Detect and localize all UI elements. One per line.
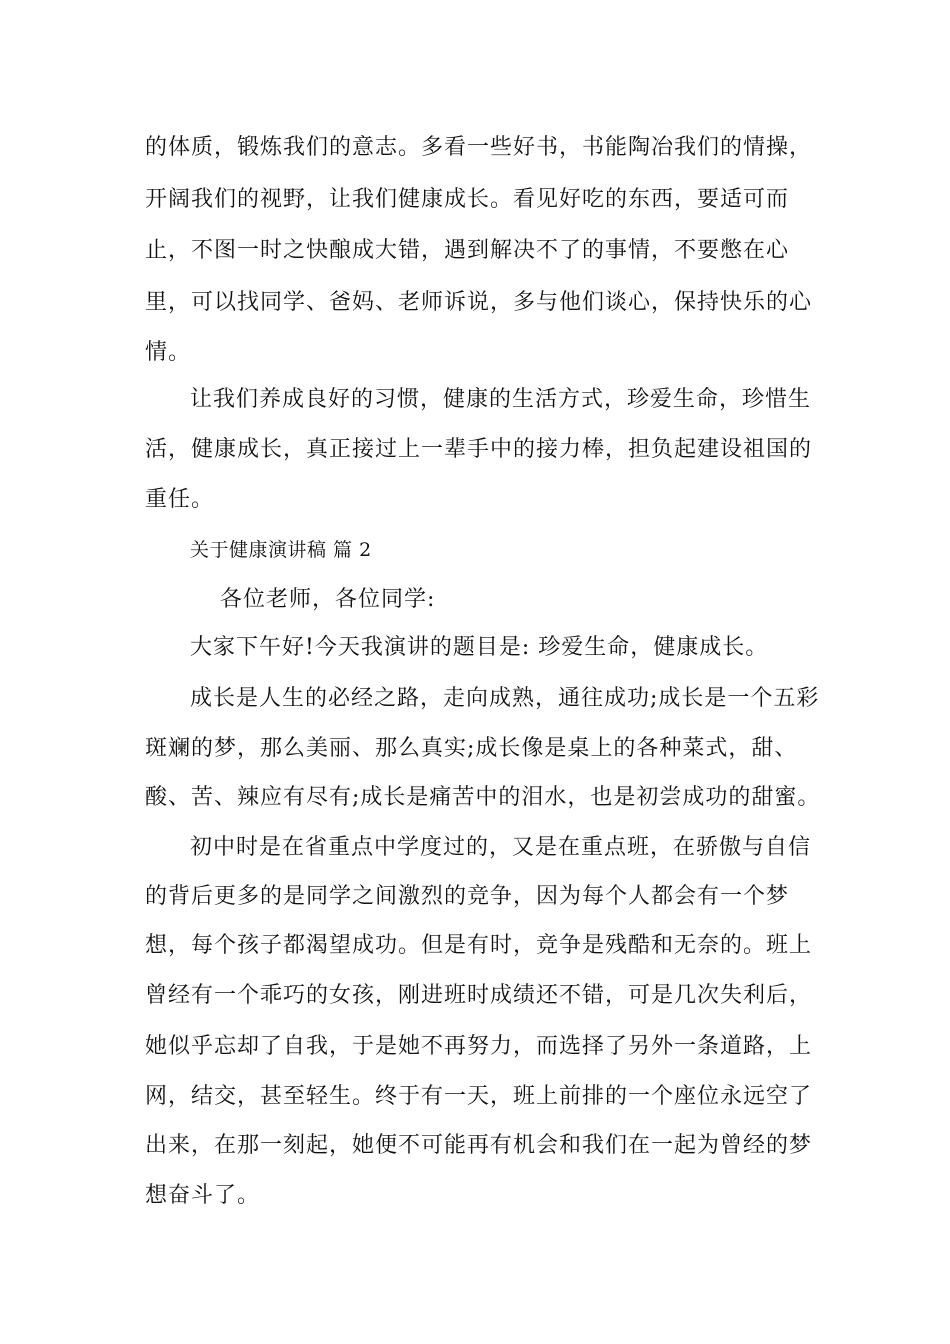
paragraph-line: 曾经有一个乖巧的女孩，刚进班时成绩还不错，可是几次失利后， — [145, 983, 813, 1008]
section-heading: 关于健康演讲稿 篇 2 — [190, 539, 372, 561]
paragraph-line: 她似乎忘却了自我，于是她不再努力，而选择了另外一条道路，上 — [145, 1034, 813, 1059]
paragraph-line: 里，可以找同学、爸妈、老师诉说，多与他们谈心，保持快乐的心 — [145, 290, 813, 315]
salutation-line: 各位老师，各位同学: — [220, 587, 436, 612]
paragraph-line: 成长是人生的必经之路，走向成熟，通往成功;成长是一个五彩 — [190, 686, 820, 711]
paragraph-line: 斑斓的梦，那么美丽、那么真实;成长像是桌上的各种菜式，甜、 — [145, 736, 798, 761]
paragraph-line: 止，不图一时之快酿成大错，遇到解决不了的事情，不要憋在心 — [145, 238, 790, 263]
paragraph-line: 的背后更多的是同学之间激烈的竞争，因为每个人都会有一个梦 — [145, 884, 790, 909]
paragraph-line: 初中时是在省重点中学度过的，又是在重点班，在骄傲与自信 — [190, 835, 812, 860]
paragraph-line: 想，每个孩子都渴望成功。但是有时，竞争是残酷和无奈的。班上 — [145, 933, 813, 958]
paragraph-line: 让我们养成良好的习惯，健康的生活方式，珍爱生命，珍惜生 — [190, 387, 812, 412]
paragraph-line: 网，结交，甚至轻生。终于有一天，班上前排的一个座位永远空了 — [145, 1084, 813, 1109]
paragraph-line: 大家下午好!今天我演讲的题目是: 珍爱生命，健康成长。 — [190, 635, 769, 660]
paragraph-line: 开阔我们的视野，让我们健康成长。看见好吃的东西，要适可而 — [145, 187, 790, 212]
paragraph-line: 出来，在那一刻起，她便不可能再有机会和我们在一起为曾经的梦 — [145, 1133, 813, 1158]
paragraph-line: 想奋斗了。 — [145, 1183, 261, 1208]
paragraph-line: 的体质，锻炼我们的意志。多看一些好书，书能陶冶我们的情操， — [145, 135, 813, 160]
paragraph-line: 情。 — [145, 340, 192, 365]
paragraph-line: 酸、苦、辣应有尽有;成长是痛苦中的泪水，也是初尝成功的甜蜜。 — [145, 785, 821, 810]
paragraph-line: 重任。 — [145, 487, 215, 512]
paragraph-line: 活，健康成长，真正接过上一辈手中的接力棒，担负起建设祖国的 — [145, 437, 813, 462]
